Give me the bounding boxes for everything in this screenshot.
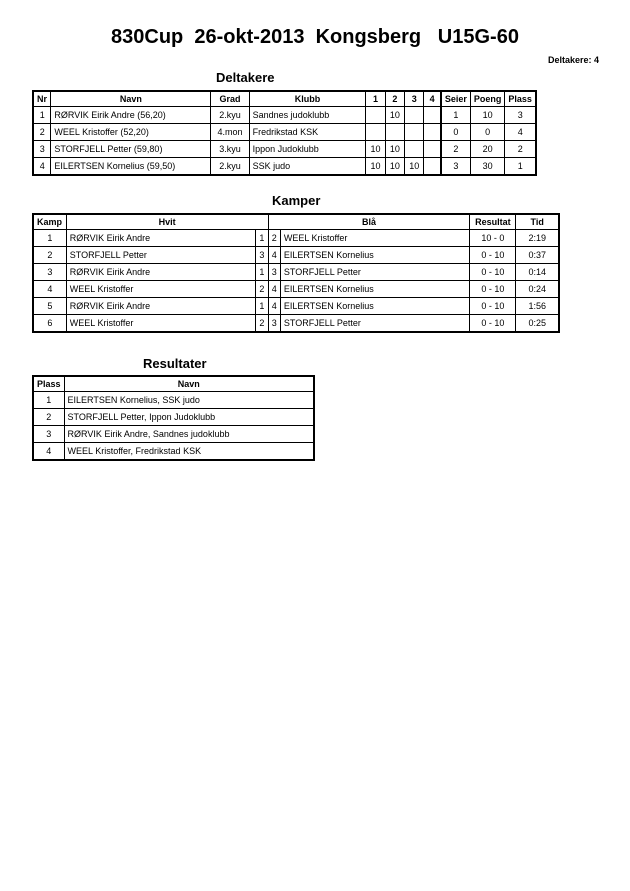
blue-fighter: EILERTSEN Kornelius [280,247,469,264]
match-time: 0:24 [516,281,559,298]
score-vs-2 [385,124,404,141]
table-row [33,124,536,141]
score-vs-3: 10 [405,158,424,176]
col-header-tid: Tid [516,214,559,230]
table-row [33,392,314,409]
col-header-seier: Seier [441,91,471,107]
score-vs-2: 10 [385,107,404,124]
blue-fighter: EILERTSEN Kornelius [280,298,469,315]
table-row [33,426,314,443]
participant-nr: 2 [33,124,51,141]
participants-title: Deltakere [216,70,275,85]
match-time: 0:37 [516,247,559,264]
table-row [33,107,536,124]
match-time: 2:19 [516,230,559,247]
participants-table [32,90,537,176]
match-result: 0 - 10 [470,264,516,281]
col-header-plass: Plass [33,376,64,392]
page-title: 830Cup 26-okt-2013 Kongsberg U15G-60 [111,26,519,48]
white-fighter: STORFJELL Petter [66,247,255,264]
score-vs-2: 10 [385,141,404,158]
blue-fighter-nr: 4 [268,247,280,264]
match-result: 0 - 10 [470,298,516,315]
participant-points: 20 [470,141,505,158]
match-number: 2 [33,247,66,264]
match-result: 0 - 10 [470,281,516,298]
white-fighter-nr: 1 [256,264,268,281]
table-row [33,141,536,158]
match-number: 3 [33,264,66,281]
participant-wins: 3 [441,158,471,176]
white-fighter: RØRVIK Eirik Andre [66,298,255,315]
white-fighter-nr: 2 [256,281,268,298]
blue-fighter: EILERTSEN Kornelius [280,281,469,298]
white-fighter-nr: 3 [256,247,268,264]
match-result: 0 - 10 [470,247,516,264]
white-fighter: RØRVIK Eirik Andre [66,230,255,247]
col-header-blaa: Blå [268,214,470,230]
blue-fighter-nr: 4 [268,281,280,298]
participant-grade: 4.mon [211,124,249,141]
white-fighter-nr: 2 [256,315,268,333]
participant-grade: 2.kyu [211,107,249,124]
table-row [33,230,559,247]
result-name: RØRVIK Eirik Andre, Sandnes judoklubb [64,426,314,443]
white-fighter: WEEL Kristoffer [66,315,255,333]
result-place: 4 [33,443,64,461]
col-header-navn: Navn [64,376,314,392]
col-header-grad: Grad [211,91,249,107]
score-vs-1 [366,107,385,124]
score-vs-1: 10 [366,158,385,176]
col-header-kamp: Kamp [33,214,66,230]
result-place: 1 [33,392,64,409]
table-row [33,247,559,264]
participant-club: Ippon Judoklubb [249,141,366,158]
participant-place: 3 [505,107,536,124]
white-fighter-nr: 1 [256,298,268,315]
participant-name: RØRVIK Eirik Andre (56,20) [51,107,211,124]
participant-club: SSK judo [249,158,366,176]
participants-count: Deltakere: 4 [547,55,599,65]
blue-fighter: STORFJELL Petter [280,315,469,333]
score-vs-4 [424,141,441,158]
match-number: 5 [33,298,66,315]
results-header-row [33,376,314,392]
participant-club: Sandnes judoklubb [249,107,366,124]
table-row [33,443,314,461]
participant-nr: 3 [33,141,51,158]
participant-grade: 3.kyu [211,141,249,158]
participant-points: 0 [470,124,505,141]
match-result: 0 - 10 [470,315,516,333]
participant-name: EILERTSEN Kornelius (59,50) [51,158,211,176]
score-vs-4 [424,124,441,141]
col-header-klubb: Klubb [249,91,366,107]
score-vs-3 [405,141,424,158]
blue-fighter-nr: 2 [268,230,280,247]
participant-points: 30 [470,158,505,176]
participant-wins: 2 [441,141,471,158]
score-vs-3 [405,107,424,124]
col-header-poeng: Poeng [470,91,505,107]
participant-place: 4 [505,124,536,141]
participants-header-row [33,91,536,107]
results-title: Resultater [143,356,207,371]
participant-grade: 2.kyu [211,158,249,176]
blue-fighter: WEEL Kristoffer [280,230,469,247]
participant-nr: 1 [33,107,51,124]
col-header-plass: Plass [505,91,536,107]
match-time: 0:25 [516,315,559,333]
matches-header-row [33,214,559,230]
score-vs-4 [424,107,441,124]
participant-nr: 4 [33,158,51,176]
table-row [33,409,314,426]
white-fighter-nr: 1 [256,230,268,247]
table-row [33,158,536,176]
table-row [33,315,559,333]
match-time: 1:56 [516,298,559,315]
col-header-navn: Navn [51,91,211,107]
col-header-nr: Nr [33,91,51,107]
matches-table [32,213,560,333]
score-vs-4 [424,158,441,176]
table-row [33,298,559,315]
participant-wins: 0 [441,124,471,141]
result-name: STORFJELL Petter, Ippon Judoklubb [64,409,314,426]
match-number: 1 [33,230,66,247]
white-fighter: WEEL Kristoffer [66,281,255,298]
result-name: WEEL Kristoffer, Fredrikstad KSK [64,443,314,461]
score-vs-2: 10 [385,158,404,176]
col-header-4: 4 [424,91,441,107]
col-header-3: 3 [405,91,424,107]
blue-fighter: STORFJELL Petter [280,264,469,281]
col-header-1: 1 [366,91,385,107]
participant-place: 1 [505,158,536,176]
col-header-resultat: Resultat [470,214,516,230]
participant-name: STORFJELL Petter (59,80) [51,141,211,158]
table-row [33,281,559,298]
col-header-2: 2 [385,91,404,107]
match-time: 0:14 [516,264,559,281]
participant-wins: 1 [441,107,471,124]
score-vs-1 [366,124,385,141]
participant-place: 2 [505,141,536,158]
table-row [33,264,559,281]
blue-fighter-nr: 3 [268,315,280,333]
score-vs-3 [405,124,424,141]
blue-fighter-nr: 4 [268,298,280,315]
match-result: 10 - 0 [470,230,516,247]
blue-fighter-nr: 3 [268,264,280,281]
match-number: 6 [33,315,66,333]
result-place: 2 [33,409,64,426]
result-name: EILERTSEN Kornelius, SSK judo [64,392,314,409]
white-fighter: RØRVIK Eirik Andre [66,264,255,281]
participant-club: Fredrikstad KSK [249,124,366,141]
col-header-hvit: Hvit [66,214,268,230]
score-vs-1: 10 [366,141,385,158]
participant-name: WEEL Kristoffer (52,20) [51,124,211,141]
match-number: 4 [33,281,66,298]
result-place: 3 [33,426,64,443]
matches-title: Kamper [272,193,321,208]
participant-points: 10 [470,107,505,124]
results-table [32,375,315,461]
